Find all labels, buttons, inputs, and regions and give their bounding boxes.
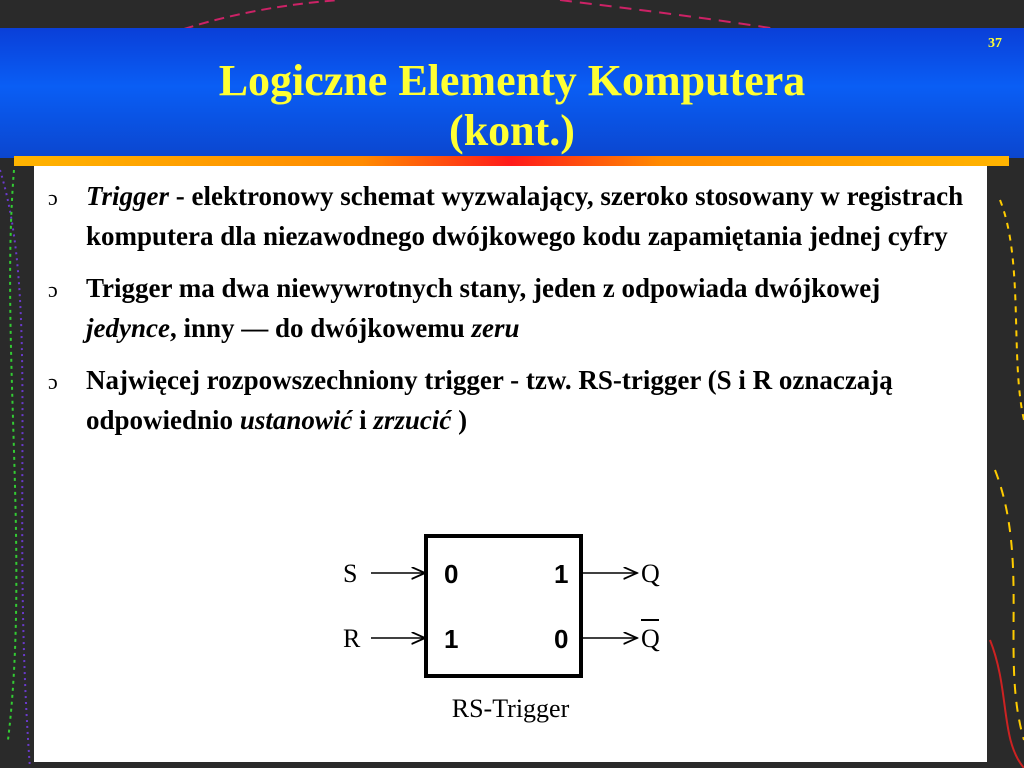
page-number: 37 bbox=[988, 36, 1002, 51]
rs-trigger-diagram bbox=[329, 526, 689, 686]
bullet-text-part: - elektronowy schemat wyzwalający, szeroko stosowany w registrach komputera dla niezawodnego dwójkowego kodu zapamiętania jednej cyfry bbox=[86, 181, 964, 251]
title-underline bbox=[14, 156, 1009, 166]
diagram-caption: RS-Trigger bbox=[451, 694, 570, 723]
box-bottom-right-value: 0 bbox=[554, 624, 569, 654]
box-top-left-value: 0 bbox=[444, 559, 459, 589]
slide-title-line2: (kont.) bbox=[449, 106, 575, 155]
bullet-text-part: i bbox=[352, 405, 374, 435]
bullet-text-part: Trigger ma dwa niewywrotnych stany, jeden z odpowiada dwójkowej bbox=[86, 273, 881, 303]
output-qbar-label: Q bbox=[641, 624, 660, 653]
title-banner bbox=[0, 28, 1024, 158]
bullet-text-part: ustanowić bbox=[239, 405, 353, 435]
input-r-label: R bbox=[343, 624, 361, 653]
box-top-right-value: 1 bbox=[554, 559, 569, 589]
bullet-text-part: Trigger bbox=[86, 181, 169, 211]
ring-bullet-icon: ɔ bbox=[48, 369, 58, 394]
bullet-text-part: zeru bbox=[471, 313, 520, 343]
bullet-text-part: ) bbox=[451, 405, 468, 435]
ring-bullet-icon: ɔ bbox=[48, 277, 58, 302]
bullet-text-part: zrzucić bbox=[373, 405, 452, 435]
bullet-text-part: jedynce bbox=[86, 313, 170, 343]
trigger-box bbox=[426, 536, 581, 676]
slide-title-line1: Logiczne Elementy Komputera bbox=[218, 56, 806, 105]
ring-bullet-icon: ɔ bbox=[48, 185, 58, 210]
slide-content bbox=[34, 166, 987, 762]
bullet-item bbox=[34, 176, 974, 256]
bullet-list bbox=[34, 176, 974, 452]
bullet-text-part: , inny — do dwójkowemu bbox=[169, 313, 472, 343]
output-q-label: Q bbox=[641, 559, 660, 588]
bullet-item bbox=[34, 360, 974, 440]
bullet-item bbox=[34, 268, 974, 348]
slide-title bbox=[0, 56, 1024, 156]
bullet-text-part: Najwięcej rozpowszechniony trigger - tzw. RS-trigger (S i R oznaczają odpowiednio bbox=[86, 365, 893, 435]
box-bottom-left-value: 1 bbox=[444, 624, 459, 654]
input-s-label: S bbox=[343, 559, 358, 588]
